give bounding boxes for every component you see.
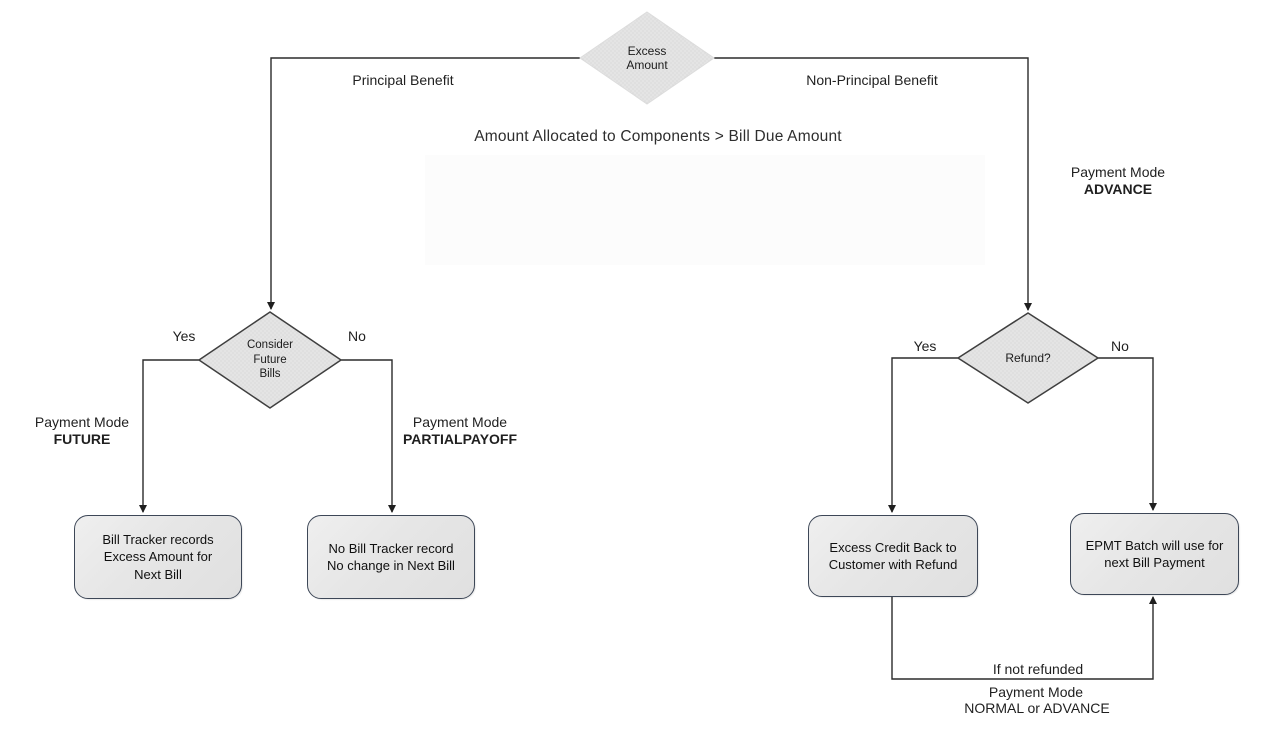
box-line: Excess Amount for bbox=[103, 549, 213, 565]
decision-label-consider-future-bills bbox=[210, 337, 330, 383]
connector-root-to-left-decision bbox=[271, 58, 580, 309]
decision-label-excess-amount bbox=[587, 41, 707, 75]
annotation-prefix: Payment Mode bbox=[412, 414, 508, 430]
annotation-if-not-refunded: If not refunded bbox=[992, 661, 1084, 677]
box-line: next Bill Payment bbox=[1104, 555, 1205, 570]
connector-left-yes-to-bill-tracker bbox=[143, 360, 199, 512]
annotation-payment-mode-partialpayoff bbox=[403, 414, 517, 448]
label-yes-right: Yes bbox=[913, 338, 937, 354]
annotation-prefix: Payment Mode bbox=[1070, 164, 1166, 180]
box-line: Excess Credit Back to bbox=[829, 539, 957, 555]
annotation-payment-mode-advance bbox=[1071, 164, 1165, 198]
label-yes-left: Yes bbox=[172, 328, 196, 344]
decision-label-line: Excess bbox=[627, 43, 667, 58]
annotation-payment-mode-future bbox=[35, 414, 129, 448]
label-no-left: No bbox=[348, 328, 366, 344]
decision-label-line: Amount bbox=[626, 58, 668, 72]
decision-label-line: Future bbox=[253, 353, 287, 366]
decision-label-line: Bills bbox=[259, 368, 281, 381]
box-line: EPMT Batch will use for bbox=[1085, 537, 1224, 553]
connector-root-to-right-decision bbox=[714, 58, 1028, 310]
annotation-mode: FUTURE bbox=[53, 431, 111, 447]
branch-label-principal-benefit: Principal Benefit bbox=[352, 72, 454, 88]
box-line: No Bill Tracker record bbox=[328, 540, 454, 556]
decision-label-line: Refund? bbox=[1005, 350, 1051, 365]
annotation-feedback-mode: NORMAL or ADVANCE bbox=[964, 700, 1110, 716]
decision-label-refund bbox=[968, 348, 1088, 368]
annotation-prefix: Payment Mode bbox=[34, 414, 130, 430]
box-line: Customer with Refund bbox=[828, 557, 958, 572]
annotation-mode: PARTIALPAYOFF bbox=[402, 431, 518, 447]
box-line: Next Bill bbox=[134, 566, 182, 582]
annotation-feedback-prefix: Payment Mode bbox=[988, 684, 1084, 700]
box-line: No change in Next Bill bbox=[327, 558, 455, 573]
connector-right-no-to-epmt-batch bbox=[1098, 358, 1153, 510]
diagram-title: Amount Allocated to Components > Bill Due Amount bbox=[474, 128, 842, 145]
label-no-right: No bbox=[1111, 338, 1129, 354]
terminal-box-excess-credit bbox=[808, 515, 978, 597]
decision-label-line: Consider bbox=[246, 339, 294, 352]
terminal-box-bill-tracker bbox=[74, 515, 242, 599]
terminal-box-no-bill-tracker bbox=[307, 515, 475, 599]
annotation-mode: ADVANCE bbox=[1083, 181, 1153, 197]
terminal-box-epmt-batch bbox=[1070, 513, 1239, 595]
branch-label-non-principal-benefit: Non-Principal Benefit bbox=[806, 72, 938, 88]
connector-left-no-to-no-bill-tracker bbox=[341, 360, 392, 512]
box-line: Bill Tracker records bbox=[102, 531, 214, 547]
connector-right-yes-to-excess-credit bbox=[892, 358, 958, 512]
